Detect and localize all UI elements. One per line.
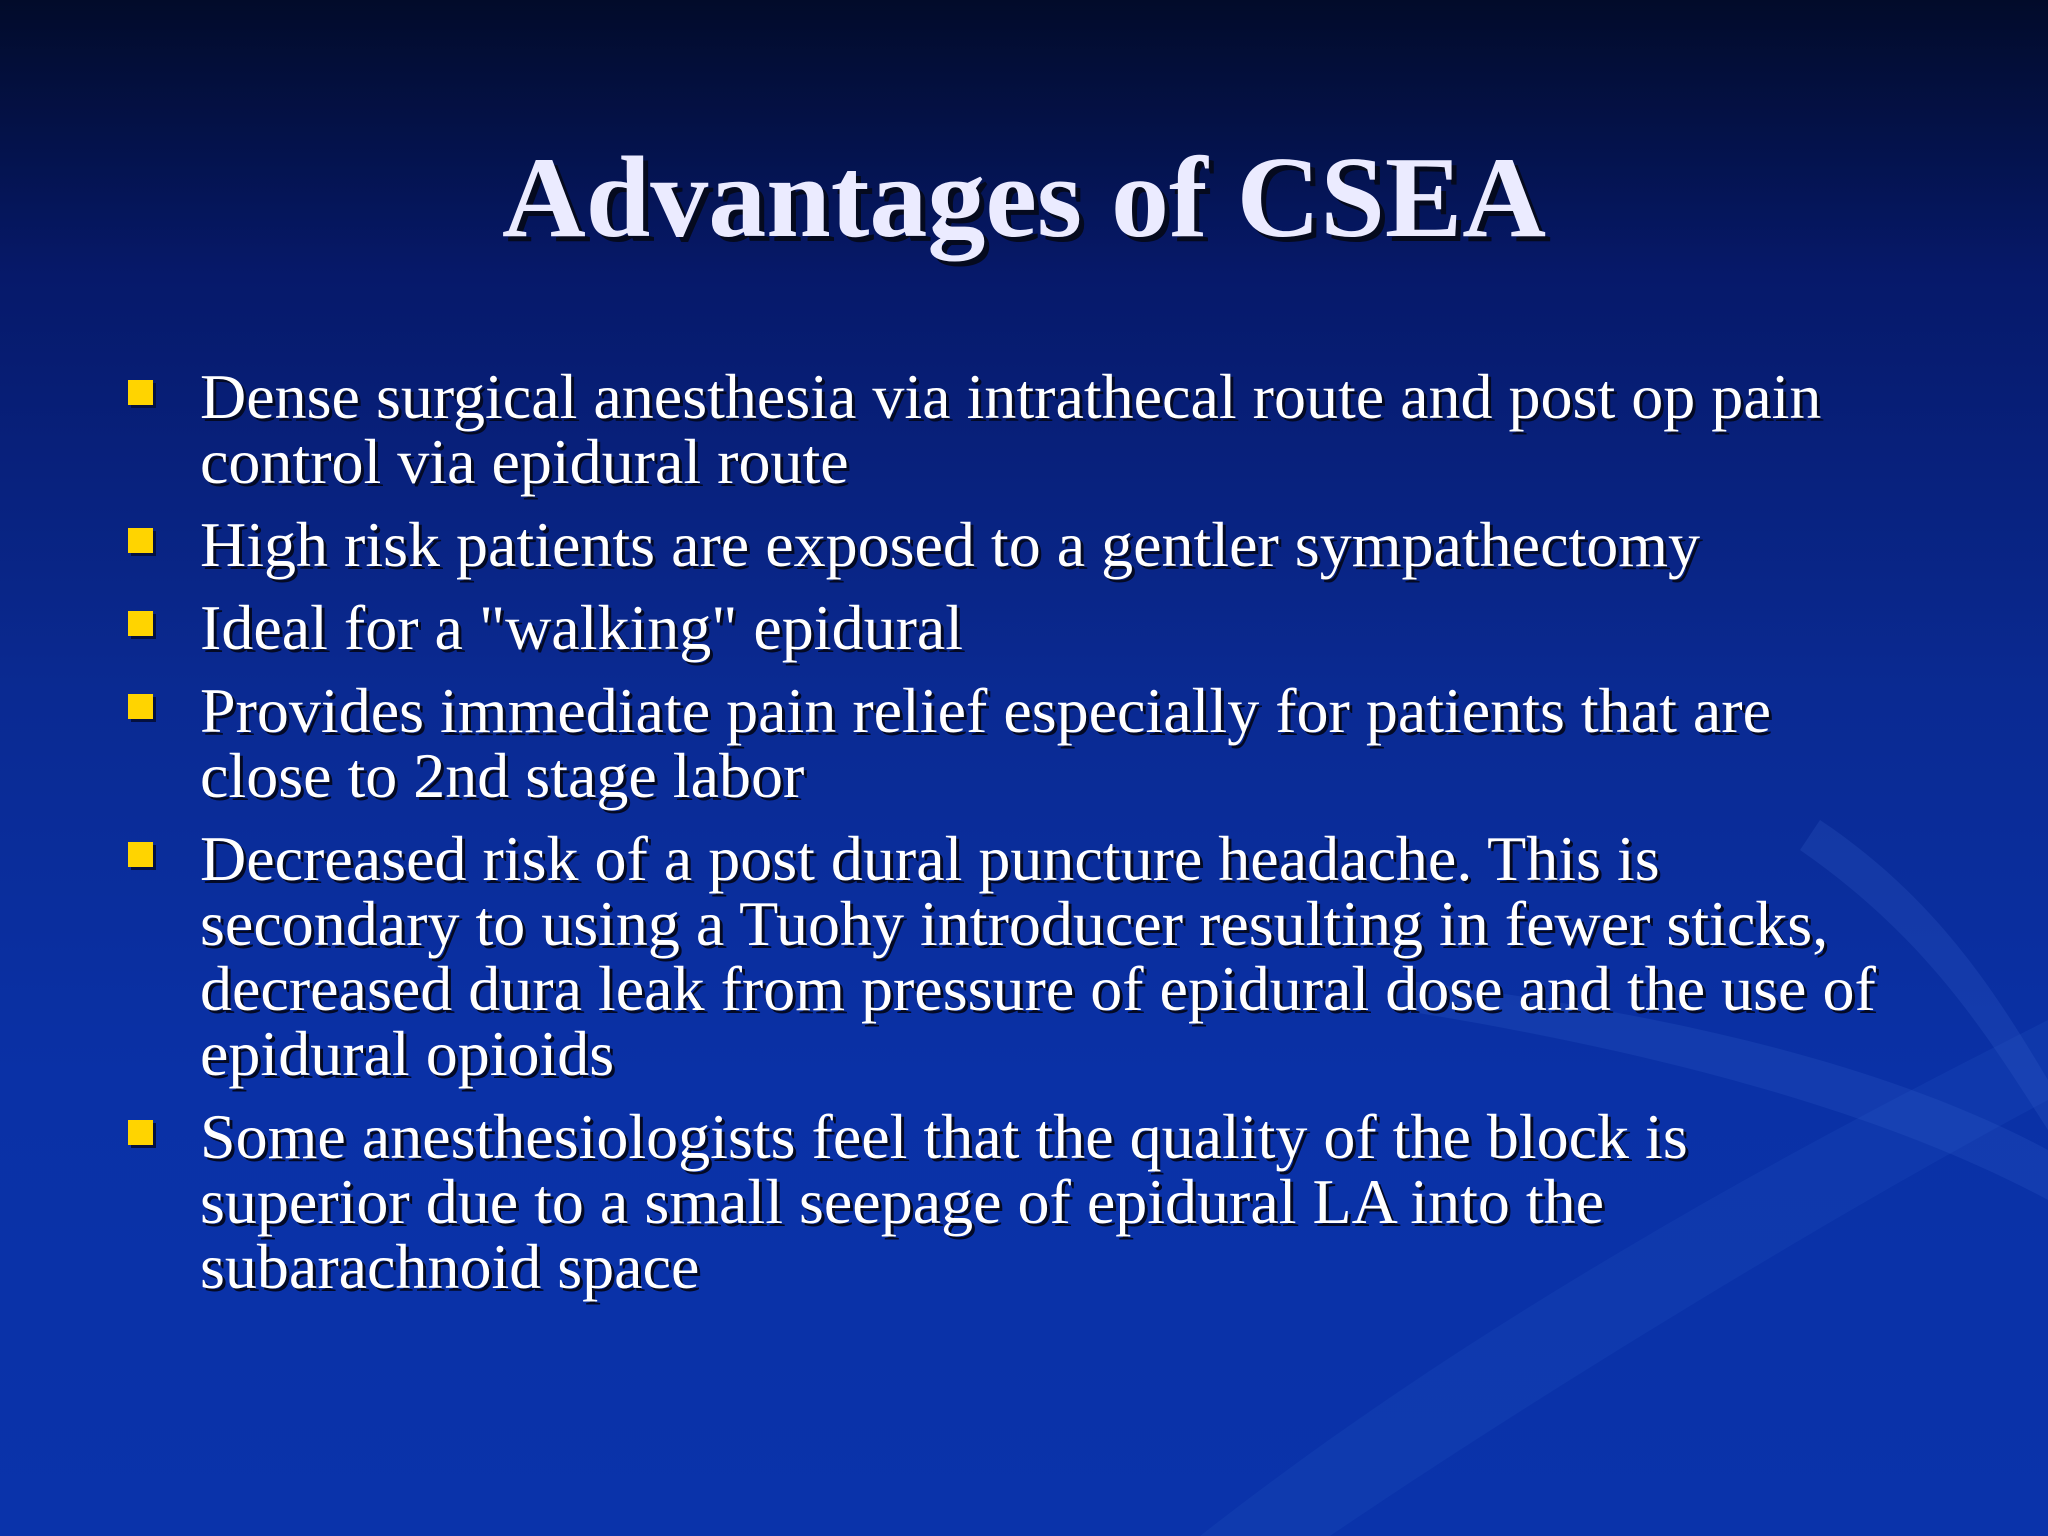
square-bullet-icon	[128, 1120, 153, 1145]
bullet-text: Dense surgical anesthesia via intrathecal route and post op pain control via epidural route	[200, 361, 1822, 497]
square-bullet-icon	[128, 694, 153, 719]
square-bullet-icon	[128, 611, 153, 636]
bullet-item	[0, 823, 1900, 1089]
bullet-text: High risk patients are exposed to a gentler sympathectomy	[200, 509, 1701, 580]
bullet-item	[0, 592, 1900, 663]
square-bullet-icon	[128, 380, 153, 405]
slide-title: Advantages of CSEA	[501, 134, 1547, 262]
bullet-text: Provides immediate pain relief especially for patients that are close to 2nd stage labor	[200, 675, 1771, 811]
bullet-item	[0, 361, 1900, 497]
bullet-text: Decreased risk of a post dural puncture headache. This is secondary to using a Tuohy introducer resulting in fewer sticks, decreased dura leak from pressure of epidural dose and the use of epidural opioids	[200, 823, 1876, 1089]
square-bullet-icon	[128, 842, 153, 867]
bullet-text: Ideal for a "walking" epidural	[200, 592, 964, 663]
bullet-item	[0, 1101, 1900, 1302]
bullet-text: Some anesthesiologists feel that the quality of the block is superior due to a small seepage of epidural LA into the subarachnoid space	[200, 1101, 1688, 1302]
bullet-item	[0, 675, 1900, 811]
bullet-item	[0, 509, 1900, 580]
bullet-list	[0, 361, 2048, 1317]
square-bullet-icon	[128, 528, 153, 553]
